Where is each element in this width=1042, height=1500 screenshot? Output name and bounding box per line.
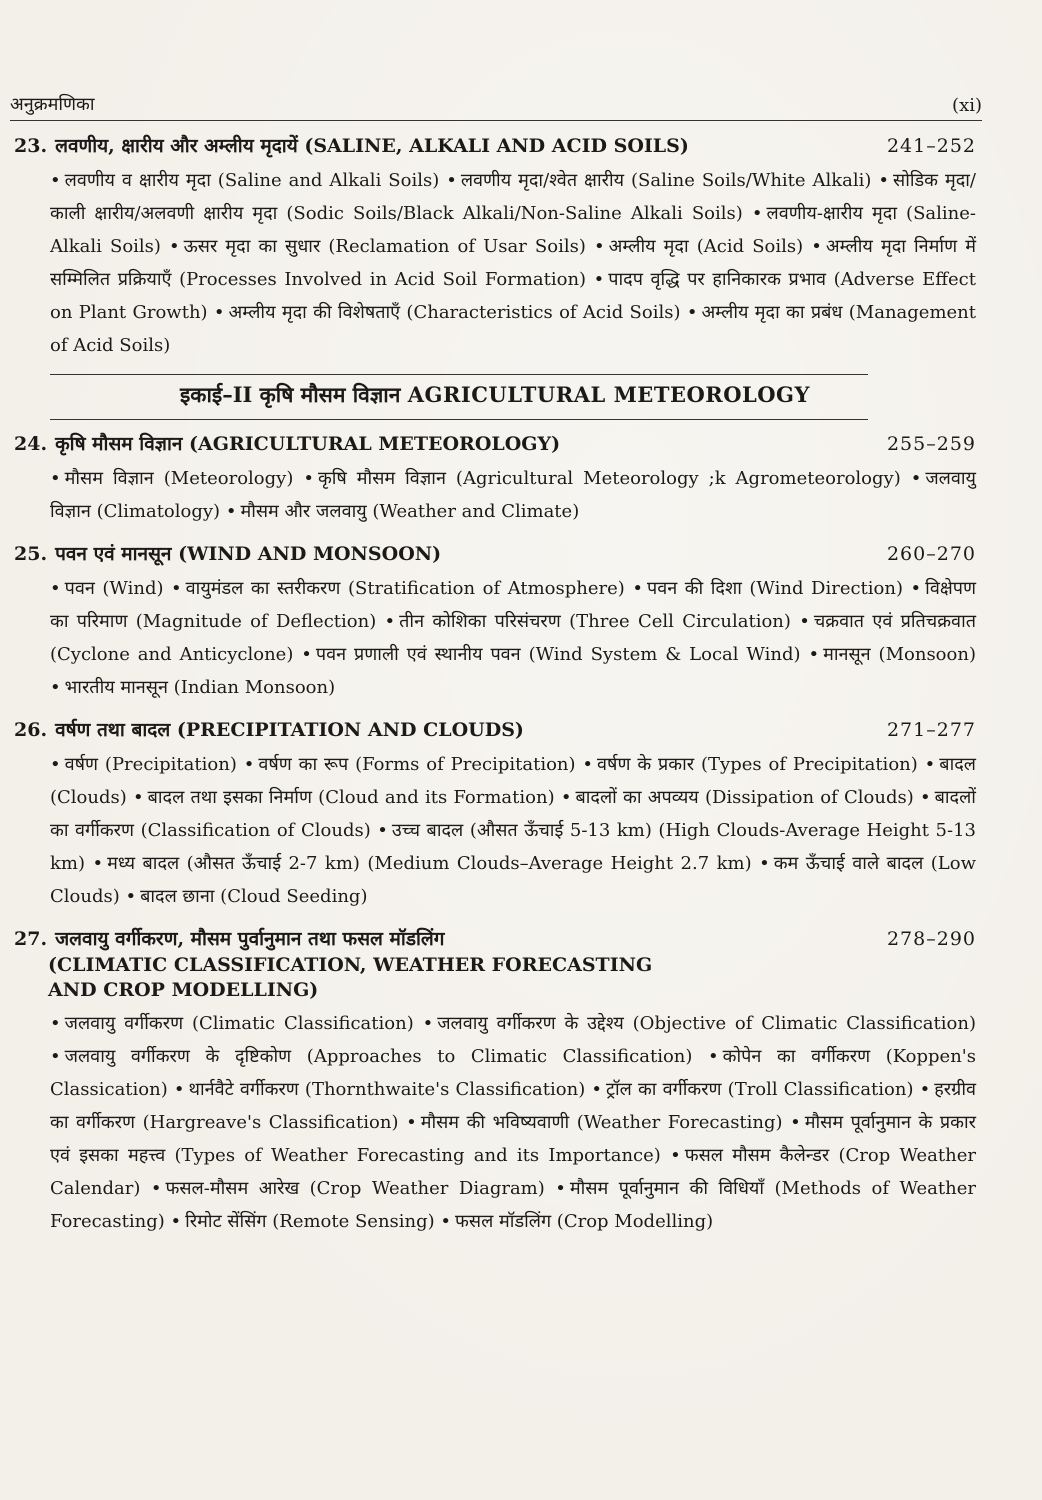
chapter-heading (14, 430, 976, 458)
topic-item: ऊसर मृदा का सुधार (Reclamation of Usar Soils) (183, 236, 586, 257)
bullet-icon: • (591, 1079, 602, 1100)
chapter-entry (14, 132, 976, 362)
chapter-title-text: जलवायु वर्गीकरण, मौसम पुर्वानुमान तथा फसल मॉडलिंग (55, 928, 445, 950)
bullet-icon: • (171, 578, 182, 599)
bullet-icon: • (50, 468, 61, 489)
topic-list (14, 572, 976, 704)
bullet-icon: • (799, 611, 810, 632)
bullet-icon: • (50, 754, 61, 775)
chapter-number: 23. (14, 135, 48, 157)
topic-item: उच्च बादल (औसत ऊँचाई 5-13 km) (High Clouds-Average Height 5-13 km) (50, 820, 976, 874)
chapter-page-range: 260–270 (886, 543, 976, 565)
chapter-title (14, 540, 866, 568)
topic-item: जलवायु वर्गीकरण (Climatic Classification) (64, 1013, 414, 1034)
chapter-number: 25. (14, 543, 48, 565)
unit-top-rule (50, 374, 868, 375)
topic-item: मौसम और जलवायु (Weather and Climate) (240, 501, 580, 522)
table-of-contents (14, 132, 976, 1250)
bullet-icon: • (808, 644, 820, 665)
unit-heading (14, 374, 976, 420)
topic-item: पवन प्रणाली एवं स्थानीय पवन (Wind System & Local Wind) (315, 644, 801, 665)
topic-item: जलवायु वर्गीकरण के उद्देश्य (Objective of Climatic Classification) (437, 1013, 976, 1034)
unit-hindi: इकाई–II कृषि मौसम विज्ञान (180, 382, 401, 407)
topic-item: लवणीय-क्षारीय मृदा (Saline-Alkali Soils) (50, 203, 976, 257)
bullet-icon: • (92, 853, 104, 874)
unit-label (14, 381, 976, 409)
chapter-number: 24. (14, 433, 48, 455)
topic-item: चक्रवात एवं प्रतिचक्रवात (Cyclone and Anticyclone) (50, 611, 976, 665)
chapter-title-text: वर्षण तथा बादल (PRECIPITATION AND CLOUDS) (55, 719, 524, 741)
chapter-entry (14, 430, 976, 528)
bullet-icon: • (593, 269, 605, 290)
bullet-icon: • (919, 1079, 931, 1100)
topic-item: मौसम की भविष्यवाणी (Weather Forecasting) (420, 1112, 783, 1133)
chapter-title-text: पवन एवं मानसून (WIND AND MONSOON) (55, 543, 442, 565)
topic-item: भारतीय मानसून (Indian Monsoon) (64, 677, 336, 698)
topic-item: बादल छाना (Cloud Seeding) (140, 886, 368, 907)
bullet-icon: • (686, 302, 698, 323)
bullet-icon: • (446, 170, 457, 191)
topic-item: वर्षण (Precipitation) (64, 754, 237, 775)
bullet-icon: • (213, 302, 225, 323)
page-number: (xi) (952, 95, 982, 116)
bullet-icon: • (811, 236, 822, 257)
chapter-heading (14, 132, 976, 160)
bullet-icon: • (50, 170, 61, 191)
chapter-subtitle: (CLIMATIC CLASSIFICATION, WEATHER FORECASTING (48, 954, 653, 976)
topic-item: रिमोट सेंसिंग (Remote Sensing) (185, 1211, 435, 1232)
topic-item: विक्षेपण का परिमाण (Magnitude of Deflection) (50, 578, 976, 632)
chapter-number: 26. (14, 719, 48, 741)
bullet-icon: • (150, 1178, 162, 1199)
topic-item: बादल तथा इसका निर्माण (Cloud and its Formation) (147, 787, 555, 808)
bullet-icon: • (555, 1178, 566, 1199)
topic-item: अम्लीय मृदा का प्रबंध (Management of Acid Soils) (50, 302, 976, 356)
bullet-icon: • (582, 754, 594, 775)
chapter-list-b (14, 430, 976, 1238)
bullet-icon: • (759, 853, 770, 874)
bullet-icon: • (632, 578, 643, 599)
topic-item: लवणीय मृदा/श्वेत क्षारीय (Saline Soils/White Alkali) (460, 170, 872, 191)
chapter-list-a (14, 132, 976, 362)
bullet-icon: • (440, 1211, 452, 1232)
chapter-subtitle: AND CROP MODELLING) (48, 979, 319, 1001)
topic-item: थार्नवैटे वर्गीकरण (Thornthwaite's Classification) (188, 1079, 586, 1100)
bullet-icon: • (169, 236, 180, 257)
topic-item: कोपेन का वर्गीकरण (Koppen's Classication) (50, 1046, 976, 1100)
running-head (10, 82, 982, 121)
topic-list (14, 748, 976, 913)
topic-item: बादल (Clouds) (50, 754, 976, 808)
bullet-icon: • (173, 1079, 185, 1100)
topic-item: कृषि मौसम विज्ञान (Agricultural Meteorology ;k Agrometeorology) (317, 468, 901, 489)
bullet-icon: • (303, 468, 314, 489)
topic-item: फसल मौसम कैलेन्डर (Crop Weather Calendar) (50, 1145, 976, 1199)
chapter-page-range: 241–252 (886, 135, 976, 157)
topic-item: मौसम पूर्वानुमान के प्रकार एवं इसका महत्त्व (Types of Weather Forecasting and its Importance) (50, 1112, 976, 1166)
topic-item: हरग्रीव का वर्गीकरण (Hargreave's Classification) (50, 1079, 976, 1133)
chapter-number: 27. (14, 928, 48, 950)
bullet-icon: • (878, 170, 890, 191)
topic-item: वायुमंडल का स्तरीकरण (Stratification of Atmosphere) (185, 578, 625, 599)
bullet-icon: • (125, 886, 137, 907)
chapter-title (14, 132, 866, 160)
bullet-icon: • (924, 754, 936, 775)
topic-item: जलवायु विज्ञान (Climatology) (50, 468, 976, 522)
bullet-icon: • (593, 236, 605, 257)
topic-item: अम्लीय मृदा (Acid Soils) (608, 236, 804, 257)
topic-item: फसल-मौसम आरेख (Crop Weather Diagram) (165, 1178, 545, 1199)
chapter-title (14, 430, 866, 458)
topic-item: लवणीय व क्षारीय मृदा (Saline and Alkali Soils) (64, 170, 440, 191)
bullet-icon: • (751, 203, 763, 224)
bullet-icon: • (225, 501, 237, 522)
running-head-left: अनुक्रमणिका (10, 94, 95, 115)
unit-english: AGRICULTURAL METEOROLOGY (407, 382, 810, 407)
topic-item: पवन (Wind) (64, 578, 164, 599)
chapter-heading (14, 925, 976, 953)
topic-item: कम ऊँचाई वाले बादल (Low Clouds) (50, 853, 976, 907)
bullet-icon: • (377, 820, 388, 841)
topic-item: बादलों का वर्गीकरण (Classification of Clouds) (50, 787, 976, 841)
chapter-entry (14, 716, 976, 913)
topic-item: सोडिक मृदा/काली क्षारीय/अलवणी क्षारीय मृदा (Sodic Soils/Black Alkali/Non-Saline Alkali Soils) (50, 170, 976, 224)
topic-item: बादलों का अपव्यय (Dissipation of Clouds) (575, 787, 914, 808)
unit-bottom-rule (50, 419, 868, 420)
bullet-icon: • (910, 578, 922, 599)
chapter-entry (14, 540, 976, 704)
topic-item: वर्षण का रूप (Forms of Precipitation) (258, 754, 576, 775)
chapter-title (14, 925, 866, 953)
topic-list (14, 462, 976, 528)
topic-item: अम्लीय मृदा की विशेषताएँ (Characteristics of Acid Soils) (228, 302, 681, 323)
bullet-icon: • (422, 1013, 434, 1034)
bullet-icon: • (50, 1046, 61, 1067)
bullet-icon: • (919, 787, 931, 808)
topic-item: मौसम पूर्वानुमान की विधियाँ (Methods of Weather Forecasting) (50, 1178, 976, 1232)
bullet-icon: • (406, 1112, 417, 1133)
bullet-icon: • (50, 578, 61, 599)
chapter-heading (14, 716, 976, 744)
chapter-title-text: कृषि मौसम विज्ञान (AGRICULTURAL METEOROLOGY) (55, 433, 561, 455)
bullet-icon: • (708, 1046, 719, 1067)
chapter-page-range: 278–290 (886, 928, 976, 950)
topic-item: पवन की दिशा (Wind Direction) (646, 578, 903, 599)
bullet-icon: • (384, 611, 396, 632)
topic-list (14, 1007, 976, 1238)
bullet-icon: • (132, 787, 144, 808)
topic-item: मानसून (Monsoon) (823, 644, 976, 665)
topic-item: वर्षण के प्रकार (Types of Precipitation) (597, 754, 918, 775)
bullet-icon: • (560, 787, 572, 808)
topic-list (14, 164, 976, 362)
bullet-icon: • (790, 1112, 801, 1133)
chapter-entry (14, 925, 976, 1238)
bullet-icon: • (50, 1013, 61, 1034)
bullet-icon: • (670, 1145, 681, 1166)
bullet-icon: • (50, 677, 61, 698)
topic-item: ट्रॉल का वर्गीकरण (Troll Classification) (605, 1079, 914, 1100)
chapter-heading (14, 540, 976, 568)
topic-item: अम्लीय मृदा निर्माण में सम्मिलित प्रक्रियाएँ (Processes Involved in Acid Soil Formation) (50, 236, 976, 290)
topic-item: मध्य बादल (औसत ऊँचाई 2-7 km) (Medium Clouds–Average Height 2.7 km) (107, 853, 752, 874)
topic-item: पादप वृद्धि पर हानिकारक प्रभाव (Adverse Effect on Plant Growth) (50, 269, 976, 323)
chapter-title (14, 716, 866, 744)
topic-item: फसल मॉडलिंग (Crop Modelling) (455, 1211, 714, 1232)
bullet-icon: • (243, 754, 255, 775)
bullet-icon: • (910, 468, 922, 489)
chapter-title-text: लवणीय, क्षारीय और अम्लीय मृदायें (SALINE, ALKALI AND ACID SOILS) (55, 135, 689, 157)
bullet-icon: • (301, 644, 312, 665)
chapter-page-range: 271–277 (886, 719, 976, 741)
topic-item: मौसम विज्ञान (Meteorology) (64, 468, 294, 489)
topic-item: तीन कोशिका परिसंचरण (Three Cell Circulation) (399, 611, 791, 632)
chapter-page-range: 255–259 (886, 433, 976, 455)
topic-item: जलवायु वर्गीकरण के दृष्टिकोण (Approaches to Climatic Classification) (64, 1046, 693, 1067)
bullet-icon: • (170, 1211, 182, 1232)
